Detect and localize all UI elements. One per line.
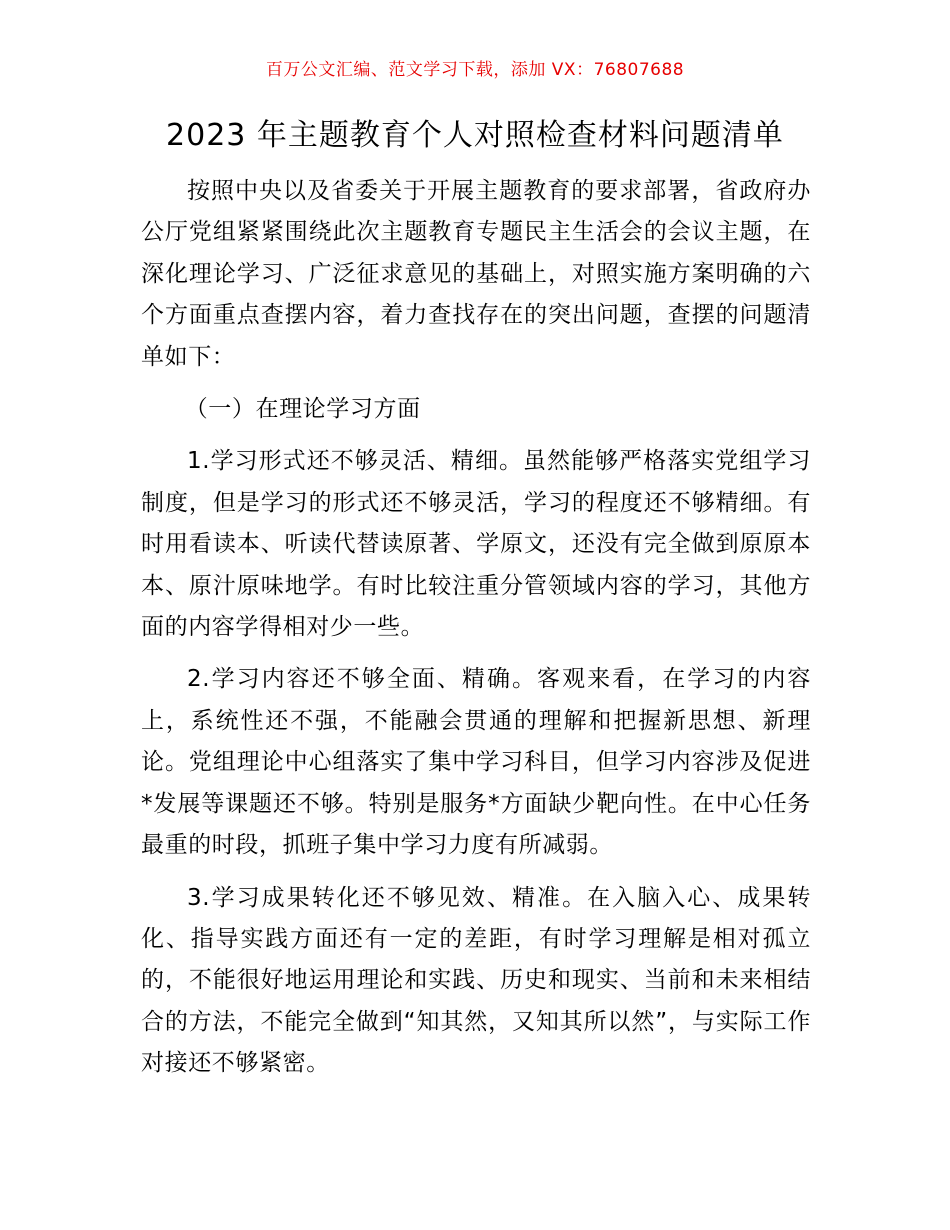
list-item: 2.学习内容还不够全面、精确。客观来看，在学习的内容上，系统性还不强，不能融会贯通的理解和把握新思想、新理论。党组理论中心组落实了集中学习科目，但学习内容涉及促进*发展等课题还不够。特别是服务*方面缺少靶向性。在中心任务最重的时段，抓班子集中学习力度有所减弱。 <box>141 666 811 859</box>
list-item: 1.学习形式还不够灵活、精细。虽然能够严格落实党组学习制度，但是学习的形式还不够灵活，学习的程度还不够精细。有时用看读本、听读代替读原著、学原文，还没有完全做到原原本本、原汁原味地学。有时比较注重分管领域内容的学习，其他方面的内容学得相对少一些。 <box>141 448 811 641</box>
promo-header: 百万公文汇编、范文学习下载，添加 VX：76807688 <box>265 60 685 80</box>
list-item: 3.学习成果转化还不够见效、精准。在入脑入心、成果转化、指导实践方面还有一定的差距，有时学习理解是相对孤立的，不能很好地运用理论和实践、历史和现实、当前和未来相结合的方法，不能完全做到“知其然，又知其所以然”，与实际工作对接还不够紧密。 <box>141 884 811 1077</box>
section-heading: （一）在理论学习方面 <box>184 396 421 423</box>
document-body <box>141 171 811 1085</box>
document-title: 2023 年主题教育个人对照检查材料问题清单 <box>166 118 784 153</box>
intro-paragraph: 按照中央以及省委关于开展主题教育的要求部署，省政府办公厅党组紧紧围绕此次主题教育专题民主生活会的会议主题，在深化理论学习、广泛征求意见的基础上，对照实施方案明确的六个方面重点查摆内容，着力查找存在的突出问题，查摆的问题清单如下： <box>141 178 811 370</box>
